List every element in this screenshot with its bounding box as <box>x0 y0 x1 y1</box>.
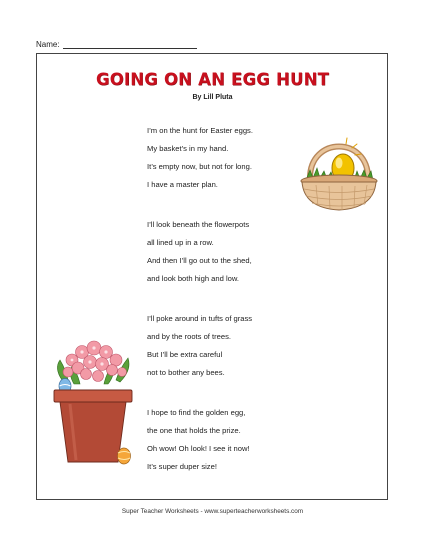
poem-line: the one that holds the prize. <box>147 426 241 435</box>
worksheet-title: GOING ON AN EGG HUNT <box>95 70 330 89</box>
poem-line: I’ll look beneath the flowerpots <box>147 220 250 229</box>
poem-line: But I’ll be extra careful <box>147 350 223 359</box>
stanza <box>147 310 253 382</box>
poem-line: all lined up in a row. <box>147 238 214 247</box>
flowerpot-with-eggs-illustration <box>50 340 140 468</box>
name-field-line <box>36 40 197 49</box>
poem-line: Oh wow! Oh look! I see it now! <box>147 444 250 453</box>
stanza <box>147 122 253 194</box>
stanza <box>147 404 253 476</box>
name-blank[interactable] <box>63 40 197 49</box>
stanza <box>147 216 253 288</box>
basket-with-golden-egg-illustration <box>296 126 382 212</box>
poem-line: and look both high and low. <box>147 274 240 283</box>
poem-line: I hope to find the golden egg, <box>147 408 246 417</box>
name-label: Name: <box>36 40 60 49</box>
footer-credit: Super Teacher Worksheets - www.superteacherworksheets.com <box>121 508 304 515</box>
poem-line: and by the roots of trees. <box>147 332 232 341</box>
poem-line: I’m on the hunt for Easter eggs. <box>147 126 253 135</box>
poem-line: And then I’ll go out to the shed, <box>147 256 252 265</box>
poem-line: It’s empty now, but not for long. <box>147 162 252 171</box>
poem-line: I’ll poke around in tufts of grass <box>147 314 253 323</box>
poem-line: not to bother any bees. <box>147 368 225 377</box>
poem-line: It’s super duper size! <box>147 462 217 471</box>
poem <box>147 122 253 476</box>
orange-egg-icon <box>118 448 131 464</box>
poem-line: I have a master plan. <box>147 180 218 189</box>
poem-line: My basket’s in my hand. <box>147 144 229 153</box>
author-byline: By Lill Pluta <box>192 94 233 101</box>
